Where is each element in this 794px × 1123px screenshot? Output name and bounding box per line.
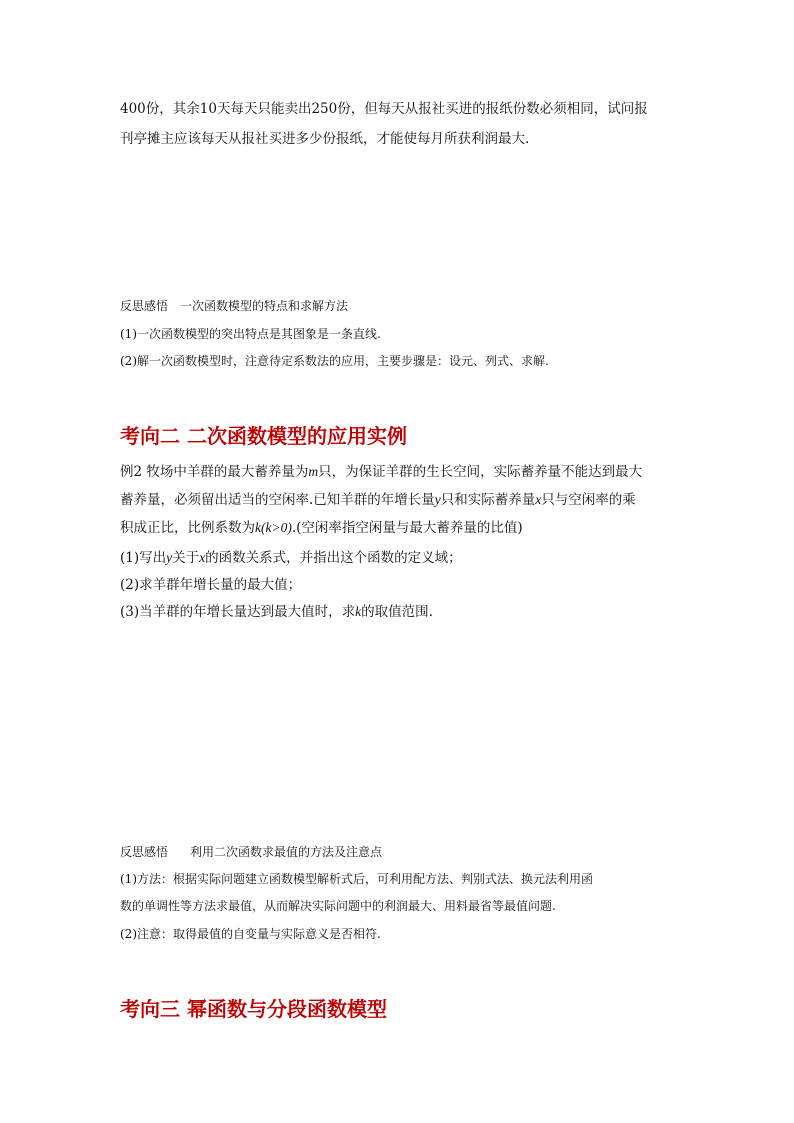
reflection-topic: 一次函数模型的特点和求解方法 <box>180 299 349 313</box>
math-variable: x <box>535 492 542 507</box>
reflection-label: 反思感悟 <box>120 299 169 313</box>
reflection-item: (1)一次函数模型的突出特点是其图象是一条直线. <box>120 327 381 341</box>
reflection-heading <box>120 297 348 314</box>
text-segment: (1)写出 <box>120 550 167 566</box>
reflection-item: (2)解一次函数模型时，注意待定系数法的应用，主要步骤是：设元、列式、求解. <box>120 354 549 368</box>
reflection-topic: 利用二次函数求最值的方法及注意点 <box>190 845 383 859</box>
section-title: 考向三 幂函数与分段函数模型 <box>120 997 387 1021</box>
text-line <box>120 488 636 508</box>
text-line <box>120 460 642 480</box>
question-3 <box>120 600 433 620</box>
text-segment: (3)当羊群的年增长量达到最大值时，求 <box>120 604 356 620</box>
reflection-heading <box>120 843 382 860</box>
reflection-item: (1)方法：根据实际问题建立函数模型解析式后，可利用配方法、判别式法、换元法利用函 <box>120 872 594 886</box>
text-segment: 积成正比，比例系数为 <box>120 520 255 536</box>
text-line: 刊亭摊主应该每天从报社买进多少份报纸，才能使每月所获利润最大. <box>120 131 530 147</box>
section-title: 考向二 二次函数模型的应用实例 <box>120 424 407 448</box>
text-segment: 的函数关系式，并指出这个函数的定义域； <box>205 550 462 566</box>
text-segment: 关于 <box>172 550 200 566</box>
question-1 <box>120 546 462 566</box>
math-variable: m <box>308 464 319 479</box>
math-expression: k(k>0) <box>255 520 292 535</box>
question-2: (2)求羊群年增长量的最大值； <box>120 577 302 593</box>
reflection-item: 数的单调性等方法求最值，从而解决实际问题中的利润最大、用料最省等最值问题. <box>120 899 556 913</box>
text-segment: 只，为保证羊群的生长空间，实际蓄养量不能达到最大 <box>318 464 643 480</box>
text-segment: 蓄养量，必须留出适当的空闲率.已知羊群的年增长量 <box>120 492 435 508</box>
text-segment: 只和实际蓄养量 <box>440 492 536 508</box>
reflection-item: (2)注意：取得最值的自变量与实际意义是否相符. <box>120 927 381 941</box>
text-segment: 只与空闲率的乘 <box>541 492 636 508</box>
math-variable: k <box>355 604 362 619</box>
math-variable: y <box>434 492 441 507</box>
text-line <box>120 516 523 536</box>
text-segment: 例2 牧场中羊群的最大蓄养量为 <box>120 464 309 480</box>
reflection-label: 反思感悟 <box>120 845 169 859</box>
text-segment: 的取值范围. <box>361 604 433 620</box>
math-variable: y <box>166 550 173 565</box>
text-segment: .(空闲率指空闲量与最大蓄养量的比值) <box>291 520 523 536</box>
text-line: 400份，其余10天每天只能卖出250份，但每天从报社买进的报纸份数必须相同，试问报 <box>120 101 648 117</box>
math-variable: x <box>199 550 206 565</box>
